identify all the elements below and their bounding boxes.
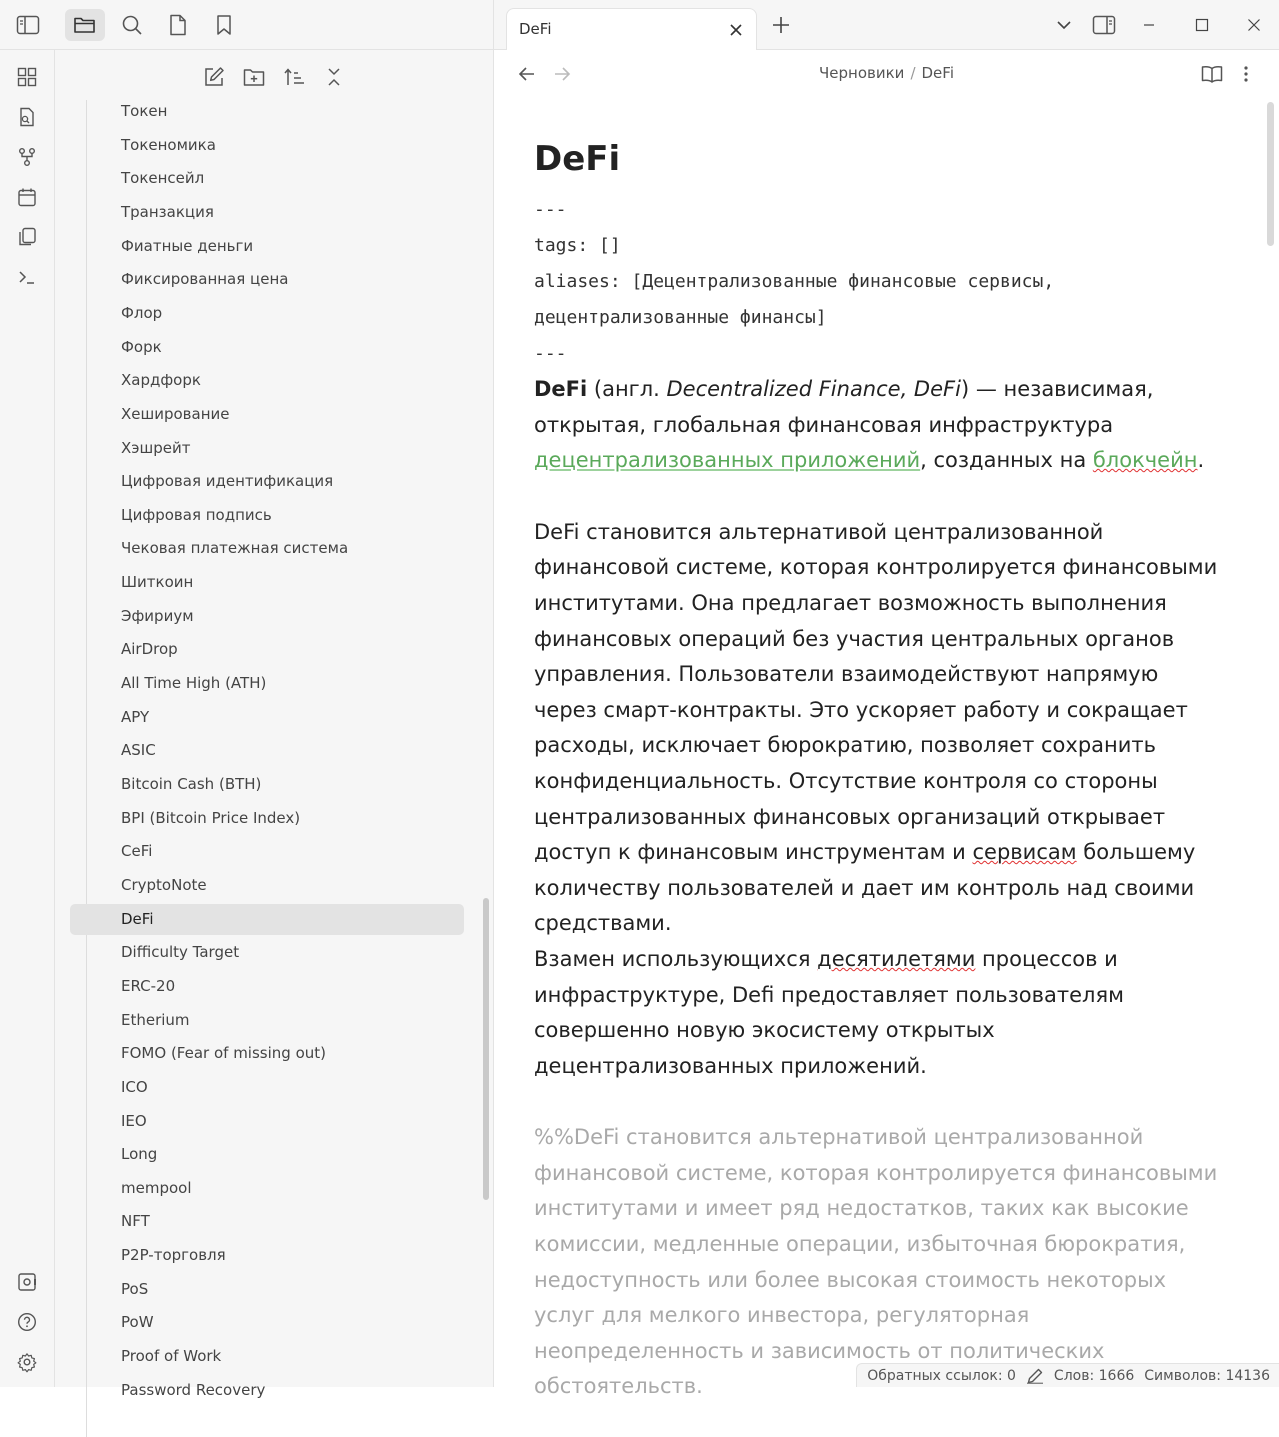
file-item[interactable]: Password Recovery (121, 1380, 266, 1399)
more-options-icon[interactable] (1234, 62, 1258, 86)
file-item[interactable]: IEO (121, 1111, 147, 1130)
breadcrumb-file[interactable]: DeFi (921, 64, 954, 82)
frontmatter-start: --- (534, 199, 567, 220)
collapse-all-icon[interactable] (319, 62, 349, 92)
file-item[interactable]: Long (121, 1145, 158, 1164)
file-item[interactable]: ERC-20 (121, 976, 176, 995)
ribbon (0, 50, 55, 1387)
file-item[interactable]: PoS (121, 1279, 149, 1298)
frontmatter-aliases-cont: децентрализованные финансы] (534, 307, 827, 328)
file-item[interactable]: BPI (Bitcoin Price Index) (121, 808, 301, 827)
frontmatter-aliases: aliases: [Децентрализованные финансовые сервисы, (534, 271, 1055, 292)
terminal-icon[interactable] (14, 264, 40, 290)
internal-link-dapps[interactable]: децентрализованных приложений (534, 448, 921, 473)
file-item[interactable]: ASIC (121, 741, 156, 760)
text: процессов и инфраструктуре, Defi предоставляет пользователям совершенно новую экосистему открытых децентрализованных приложений. (534, 946, 1124, 1078)
file-item[interactable]: Флор (121, 303, 163, 322)
file-explorer (55, 50, 494, 1399)
text: Взамен использующихся (534, 946, 818, 971)
frontmatter-tags: tags: [] (534, 235, 621, 256)
file-item[interactable]: Proof of Work (121, 1347, 222, 1366)
internal-link-blockchain[interactable]: блокчейн (1092, 448, 1198, 473)
breadcrumb-separator: / (910, 64, 916, 82)
backlinks-count[interactable]: Обратных ссылок: 0 (867, 1367, 1016, 1384)
tab-defi[interactable] (506, 8, 757, 50)
file-item[interactable]: CryptoNote (121, 875, 207, 894)
file-item[interactable]: Хеширование (121, 404, 230, 423)
word-count: Слов: 1666 (1053, 1367, 1135, 1384)
text: ) — независимая, открытая, глобальная финансовая инфраструктура (534, 377, 1154, 437)
file-item[interactable]: Транзакция (121, 202, 214, 221)
tab-bar (494, 0, 1279, 50)
file-item[interactable]: Difficulty Target (121, 943, 240, 962)
file-item[interactable]: Чековая платежная система (121, 539, 349, 558)
view-header (494, 50, 1279, 98)
file-item[interactable]: mempool (121, 1178, 192, 1197)
file-item[interactable]: Фиксированная цена (121, 270, 289, 289)
file-item[interactable]: Цифровая подпись (121, 505, 272, 524)
italic-term: Decentralized Finance, DeFi (666, 377, 961, 401)
tab-title: DeFi (519, 20, 552, 38)
canvas-icon[interactable] (14, 64, 40, 90)
paragraph-intro (534, 372, 1224, 479)
file-item[interactable]: Токен (121, 102, 168, 120)
file-item[interactable]: PoW (121, 1313, 154, 1332)
new-folder-icon[interactable] (239, 62, 269, 92)
file-item[interactable]: Эфириум (121, 606, 194, 625)
sidebar-header (0, 0, 494, 50)
paragraph-alternative (534, 515, 1224, 942)
misspelled-word[interactable]: десятилетями (817, 946, 976, 971)
file-item[interactable]: Токеномика (121, 135, 216, 154)
file-explorer-toolbar (55, 62, 494, 92)
bold-defi: DeFi (534, 377, 588, 401)
blank-line (534, 479, 1224, 515)
reading-view-icon[interactable] (1200, 62, 1224, 86)
note-title[interactable]: DeFi (534, 139, 621, 179)
breadcrumb (494, 64, 1279, 82)
file-item[interactable]: Цифровая идентификация (121, 472, 334, 491)
text: , созданных на (920, 448, 1093, 473)
editor-scrollbar[interactable] (1267, 102, 1274, 246)
new-tab-icon[interactable] (769, 13, 793, 37)
file-item[interactable]: Шиткоин (121, 573, 194, 592)
char-count: Символов: 14136 (1144, 1367, 1270, 1384)
chevron-down-icon[interactable] (1052, 13, 1076, 37)
file-item[interactable]: Bitcoin Cash (BTH) (121, 775, 262, 793)
calendar-icon[interactable] (14, 184, 40, 210)
text: DeFi становится альтернативой централизованной финансовой системе, которая контролируется финансовыми институтами. Она предлагает возможность выполнения финансовых операций без участия центральных органов управления. Пользователи взаимодействуют напрямую через смарт-контракты. Это ускоряет работу и сокращает расходы, исключает бюрократию, позволяет сохранить конфиденциальность. Отсутствие контроля со стороны централизованных финансовых организаций открывает доступ к финансовым инструментам и (534, 519, 1218, 865)
bookmark-icon[interactable] (204, 9, 244, 41)
text: . (1197, 448, 1205, 473)
file-item[interactable]: Фиатные деньги (121, 236, 254, 255)
note-content[interactable] (534, 136, 1224, 1405)
file-item[interactable]: Etherium (121, 1010, 190, 1029)
edit-mode-icon[interactable] (1026, 1368, 1044, 1384)
new-note-icon[interactable] (158, 9, 198, 41)
search-icon[interactable] (112, 9, 152, 41)
file-item[interactable]: All Time High (ATH) (121, 674, 267, 693)
file-explorer-icon[interactable] (65, 9, 105, 41)
maximize-icon[interactable] (1190, 13, 1214, 37)
file-item[interactable]: AirDrop (121, 640, 178, 659)
file-item[interactable]: P2P-торговля (121, 1246, 226, 1265)
toggle-sidebar-icon[interactable] (8, 9, 48, 41)
window-close-icon[interactable] (1242, 13, 1266, 37)
file-item[interactable]: Токенсейл (121, 169, 205, 188)
breadcrumb-folder[interactable]: Черновики (819, 64, 905, 82)
status-bar (856, 1363, 1279, 1387)
file-item[interactable]: DeFi (70, 904, 464, 935)
file-item[interactable]: Форк (121, 337, 162, 356)
sort-order-icon[interactable] (279, 62, 309, 92)
paragraph-ecosystem (534, 942, 1224, 1084)
file-item[interactable]: CeFi (121, 842, 153, 861)
graph-view-icon[interactable] (14, 144, 40, 170)
blank-line (534, 1084, 1224, 1120)
file-item[interactable]: FOMO (Fear of missing out) (121, 1044, 326, 1063)
help-icon[interactable] (14, 1309, 40, 1335)
file-item[interactable]: APY (121, 707, 150, 726)
text: большему количеству пользователей и дает им контроль над своими средствами. (534, 840, 1196, 936)
templates-icon[interactable] (14, 224, 40, 250)
file-item[interactable]: Хэшрейт (121, 438, 191, 457)
editor[interactable] (494, 98, 1279, 1399)
minimize-icon[interactable] (1137, 13, 1161, 37)
toggle-right-sidebar-icon[interactable] (1092, 13, 1116, 37)
vault-switcher-icon[interactable] (14, 1269, 40, 1295)
close-icon[interactable] (726, 20, 746, 40)
open-quick-switcher-icon[interactable] (14, 104, 40, 130)
text: (англ. (587, 377, 667, 401)
comment-block: %%DeFi становится альтернативой централизованной финансовой системе, которая контролируется финансовыми институтами и имеет ряд недостатков, таких как высокие комиссии, медленные операции, избыточная бюрократия, недоступность или более высокая стоимость некоторых услуг для мелкого инвестора, регуляторная неопределенность и зависимость от политических обстоятельств. (534, 1125, 1218, 1399)
new-note-pencil-icon[interactable] (199, 62, 229, 92)
settings-icon[interactable] (14, 1349, 40, 1375)
frontmatter[interactable] (534, 192, 1224, 372)
frontmatter-end: --- (534, 343, 567, 364)
file-item[interactable]: Хардфорк (121, 371, 201, 390)
misspelled-word[interactable]: сервисам (972, 840, 1077, 865)
file-item[interactable]: NFT (121, 1212, 150, 1231)
sidebar-scrollbar[interactable] (483, 898, 489, 1200)
file-item[interactable]: ICO (121, 1077, 148, 1096)
